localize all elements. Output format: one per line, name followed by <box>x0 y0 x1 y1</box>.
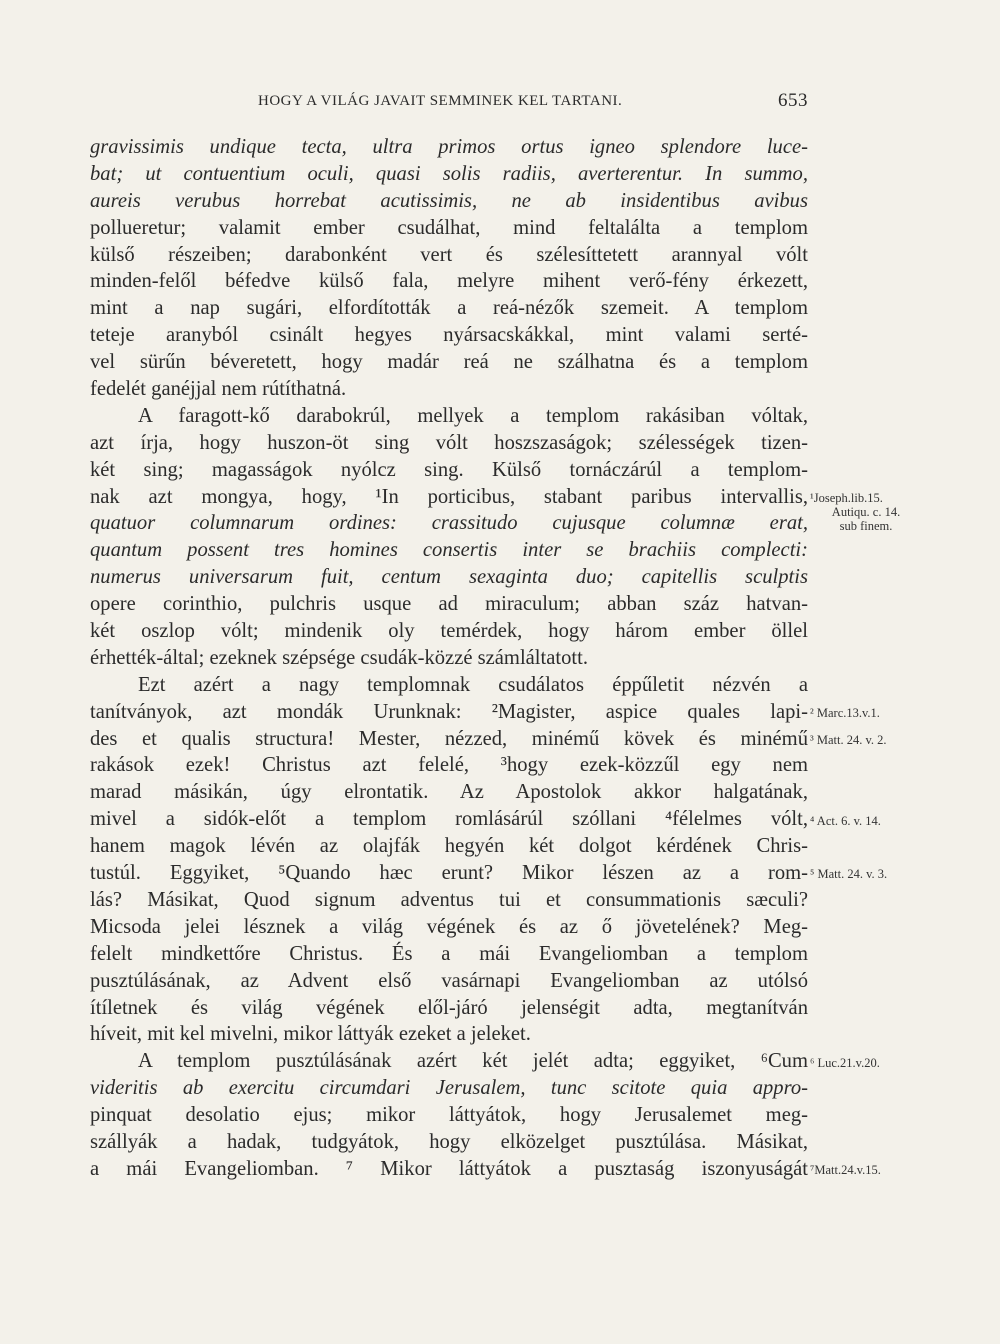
margin-note <box>810 1056 922 1070</box>
text-line: quantum possent tres homines consertis inter se brachiis complecti: <box>90 539 808 562</box>
text-line: gravissimis undique tecta, ultra primos ortus igneo splendore luce- <box>90 136 808 158</box>
text-line: pollueretur; valamit ember csudálhat, mind feltalálta a templom <box>90 216 808 239</box>
text-line: tanítványok, azt mondák Urunknak: ²Magister, aspice quales lapi- <box>90 700 808 723</box>
text-line: Micsoda jelei lésznek a világ végének és az ő jövetelének? Meg- <box>90 915 808 938</box>
text-line: vel sürűn béveretett, hogy madár reá ne szálhatna és a templom <box>90 351 808 374</box>
text-line: ítíletnek és világ végének elől-járó jelenségit adta, megtanítván <box>90 996 808 1019</box>
text-line: fedelét ganéjjal nem rútíthatná. <box>90 378 347 401</box>
margin-note-line: Autiqu. c. 14. <box>831 504 901 519</box>
margin-note-line: ⁶ Luc.21.v.20. <box>810 1055 880 1070</box>
margin-note <box>810 814 922 828</box>
page-number: 653 <box>778 90 808 111</box>
margin-note-line: ⁵ Matt. 24. v. 3. <box>810 867 888 882</box>
margin-note-line: ³ Matt. 24. v. 2. <box>810 732 887 747</box>
text-line: felelt mindkettőre Christus. És a mái Evangeliomban a templom <box>90 942 808 965</box>
margin-note-line: ² Marc.13.v.1. <box>810 705 880 720</box>
text-line: teteje aranyból csinált hegyes nyársacskákkal, mint valami serté- <box>90 324 808 347</box>
text-line: des et qualis structura! Mester, nézzed, minémű kövek és minémű <box>90 727 808 750</box>
margin-note <box>810 491 922 533</box>
text-line: Ezt azért a nagy templomnak csudálatos éppűletit nézvén a <box>138 673 808 696</box>
text-line: nak azt mongya, hogy, ¹In porticibus, stabant paribus intervallis, <box>90 485 808 508</box>
text-line: hanem magok lévén az olajfák hegyén két dolgot kérdének Chris- <box>90 835 808 858</box>
text-line: aureis verubus horrebat acutissimis, ne ab insidentibus avibus <box>90 189 808 212</box>
text-line: videritis ab exercitu circumdari Jerusalem, tunc scitote quia appro- <box>90 1077 808 1100</box>
text-line: minden-felől béfedve külső fala, melyre mihent verő-fény érkezett, <box>90 270 808 293</box>
text-line: érhették-által; ezeknek szépsége csudák-közzé számláltatott. <box>90 646 589 669</box>
text-line: pinquat desolatio ejus; mikor láttyátok, hogy Jerusalemet meg- <box>90 1104 808 1127</box>
margin-note-line: sub finem. <box>839 518 893 533</box>
text-line: A templom pusztúlásának azért két jelét adta; eggyiket, ⁶Cum <box>138 1050 808 1073</box>
text-line: híveit, mit kel mivelni, mikor láttyák ezeket a jeleket. <box>90 1023 531 1046</box>
margin-note-line: ⁴ Act. 6. v. 14. <box>810 813 881 828</box>
text-line: pusztúlásának, az Advent első vasárnapi Evangeliomban az utólsó <box>90 969 808 992</box>
margin-note-line: ¹Joseph.lib.15. <box>810 490 883 505</box>
text-line: két oszlop vólt; mindenik oly temérdek, hogy három ember öllel <box>90 620 808 643</box>
running-header <box>90 90 808 117</box>
text-line: szállyák a hadak, tudgyátok, hogy elközelget pusztúlása. Másikat, <box>90 1130 808 1153</box>
margin-note <box>810 867 922 881</box>
text-line: numerus universarum fuit, centum sexaginta duo; capitellis sculptis <box>90 566 808 589</box>
text-line: A faragott-kő darabokrúl, mellyek a templom rakásiban vóltak, <box>138 404 808 427</box>
margin-note <box>810 1163 922 1177</box>
text-line: mivel a sidók-előt a templom romlásárúl szóllani ⁴félelmes vólt, <box>90 808 808 831</box>
text-line: quatuor columnarum ordines: crassitudo cujusque columnæ erat, <box>90 512 808 535</box>
text-line: tustúl. Eggyiket, ⁵Quando hæc erunt? Mikor lészen az a rom- <box>90 862 808 885</box>
margin-note <box>810 733 922 747</box>
text-line: lás? Másikat, Quod signum adventus tui et consummationis sæculi? <box>90 888 808 911</box>
text-line: azt írja, hogy huszon-öt sing vólt hoszszaságok; szélességek tizen- <box>90 431 808 454</box>
text-line: bat; ut contuentium oculi, quasi solis radiis, averterentur. In summo, <box>90 162 808 185</box>
text-line: külső részeiben; darabonként vert és szélesíttetett arannyal vólt <box>90 243 808 266</box>
text-line: két sing; magasságok nyólcz sing. Külső tornáczárúl a templom- <box>90 458 808 481</box>
text-line: marad másikán, úgy elrontatik. Az Apostolok akkor halgatának, <box>90 781 808 804</box>
margin-note-line: ⁷Matt.24.v.15. <box>810 1163 881 1178</box>
body-text <box>90 134 808 1183</box>
running-title: HOGY A VILÁG JAVAIT SEMMINEK KEL TARTANI. <box>258 93 623 109</box>
text-line: a mái Evangeliomban. ⁷ Mikor láttyátok a pusztaság iszonyuságát <box>90 1157 808 1180</box>
margin-note <box>810 706 922 720</box>
text-line: rakások ezek! Christus azt felelé, ³hogy ezek-közzűl egy nem <box>90 754 808 777</box>
text-line: mint a nap sugári, elfordították a reá-nézők szemeit. A templom <box>90 297 808 320</box>
text-line: opere corinthio, pulchris usque ad miraculum; abban száz hatvan- <box>90 593 808 616</box>
